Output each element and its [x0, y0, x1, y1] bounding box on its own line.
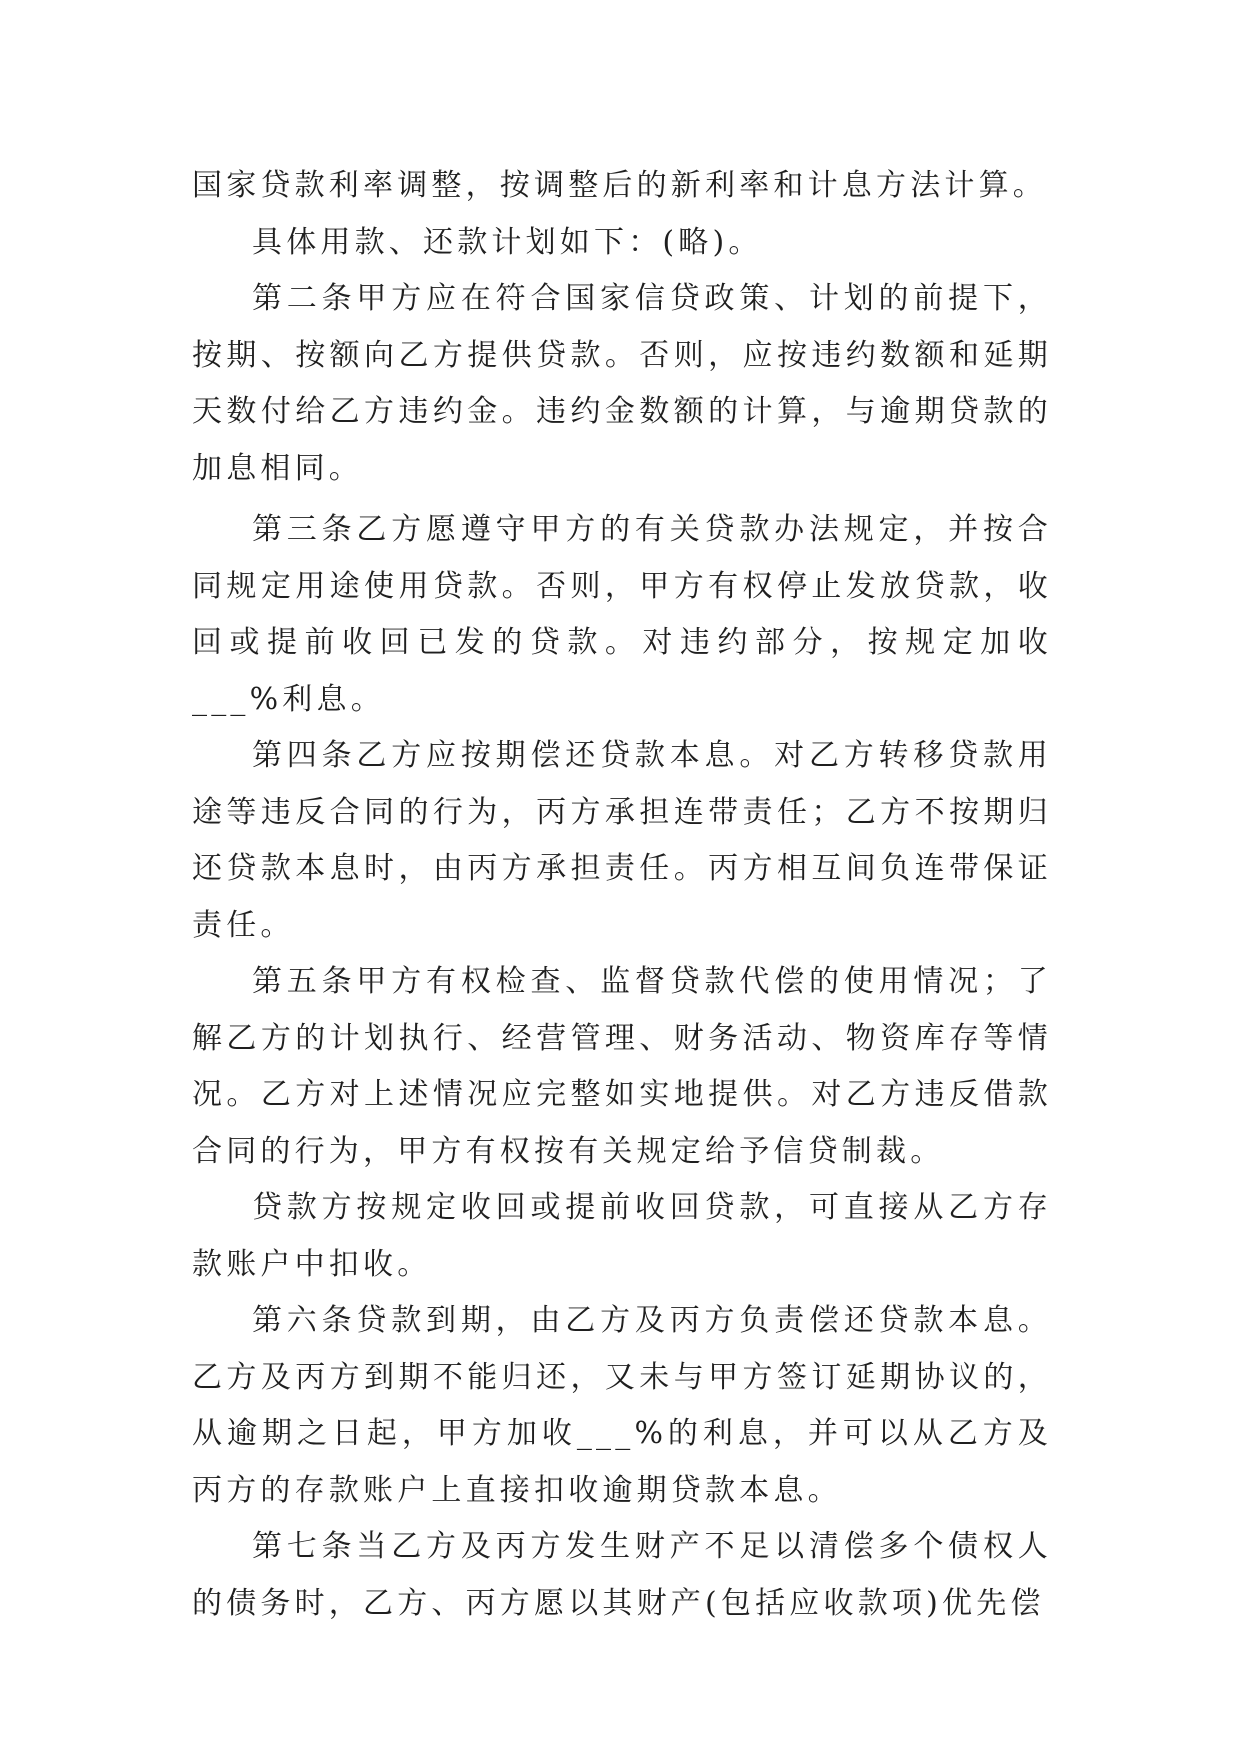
- document-body: [192, 158, 1052, 1632]
- paragraph-article-5: 第五条甲方有权检查、监督贷款代偿的使用情况；了解乙方的计划执行、经营管理、财务活动、物资库存等情况。乙方对上述情况应完整如实地提供。对乙方违反借款合同的行为，甲方有权按有关规定给予信贷制裁。: [192, 964, 1052, 1169]
- paragraph-article-7: 第七条当乙方及丙方发生财产不足以清偿多个债权人的债务时，乙方、丙方愿以其财产(包括应收款项)优先偿: [192, 1529, 1052, 1621]
- paragraph-lender-deduction: 贷款方按规定收回或提前收回贷款，可直接从乙方存款账户中扣收。: [192, 1190, 1052, 1282]
- paragraph-article-2: 第二条甲方应在符合国家信贷政策、计划的前提下，按期、按额向乙方提供贷款。否则，应按违约数额和延期天数付给乙方违约金。违约金数额的计算，与逾期贷款的加息相同。: [192, 281, 1052, 486]
- paragraph-article-6: 第六条贷款到期，由乙方及丙方负责偿还贷款本息。乙方及丙方到期不能归还，又未与甲方签订延期协议的，从逾期之日起，甲方加收___%的利息，并可以从乙方及丙方的存款账户上直接扣收逾期贷款本息。: [192, 1303, 1052, 1508]
- paragraph-article-4: 第四条乙方应按期偿还贷款本息。对乙方转移贷款用途等违反合同的行为，丙方承担连带责任；乙方不按期归还贷款本息时，由丙方承担责任。丙方相互间负连带保证责任。: [192, 738, 1052, 943]
- paragraph-continuation: 国家贷款利率调整，按调整后的新利率和计息方法计算。: [192, 168, 1047, 203]
- paragraph-article-3: 第三条乙方愿遵守甲方的有关贷款办法规定，并按合同规定用途使用贷款。否则，甲方有权停止发放贷款，收回或提前收回已发的贷款。对违约部分，按规定加收___%利息。: [192, 512, 1052, 717]
- paragraph-repayment-plan: 具体用款、还款计划如下：(略)。: [252, 224, 763, 260]
